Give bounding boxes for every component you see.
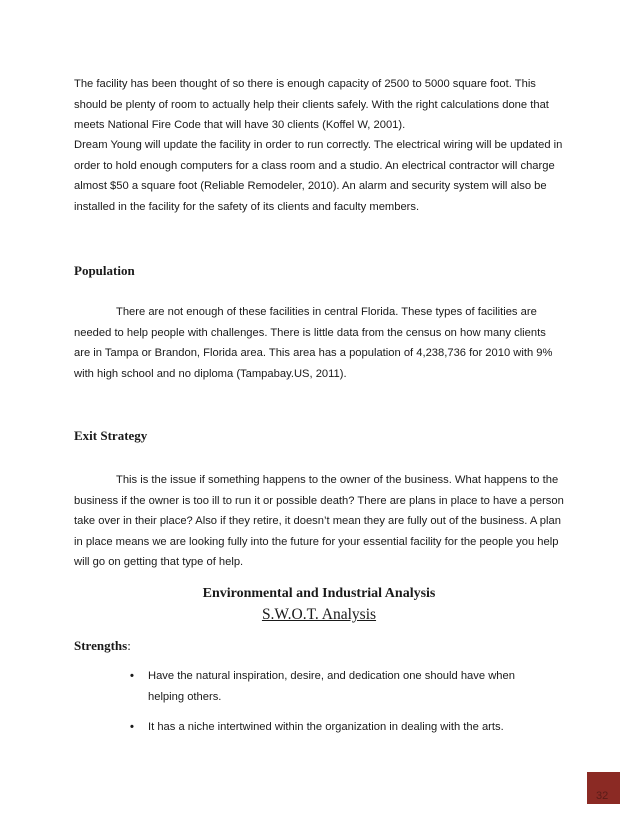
strengths-heading [74, 638, 131, 654]
analysis-title: Environmental and Industrial Analysis [202, 586, 436, 601]
strengths-label: Strengths [74, 638, 128, 653]
list-item-text: It has a niche intertwined within the organization in dealing with the arts. [148, 721, 504, 733]
list-item [130, 666, 550, 707]
list-item [130, 717, 550, 738]
strengths-colon: : [127, 638, 131, 653]
bullet-icon: • [130, 721, 134, 733]
bullet-icon: • [130, 670, 134, 682]
exit-strategy-heading: Exit Strategy [74, 428, 148, 443]
population-heading: Population [74, 263, 135, 278]
list-item-text: Have the natural inspiration, desire, and dedication one should have when helping others. [148, 670, 515, 703]
strengths-list [130, 666, 550, 748]
update-paragraph: Dream Young will update the facility in order to run correctly. The electrical wiring will be updated in order to hold enough computers for a class room and a studio. An electrical contractor will charge almost $50 a square foot (Reliable Remodeler, 2010). An alarm and security system will also be installed in the facility for the safety of its clients and faculty members. [74, 139, 563, 213]
population-paragraph: There are not enough of these facilities in central Florida. These types of facilities are needed to help people with challenges. There is little data from the census on how many clients are in Tampa or Brandon, Florida area. This area has a population of 4,238,736 for 2010 with 9% with high school and no diploma (Tampabay.US, 2011). [74, 306, 553, 380]
page-number: 32 [596, 790, 609, 802]
swot-subtitle: S.W.O.T. Analysis [261, 606, 377, 623]
facility-paragraph: The facility has been thought of so there is enough capacity of 2500 to 5000 square foot. This should be plenty of room to actually help their clients safely. With the right calculations done that meets National Fire Code that will have 30 clients (Koffel W, 2001). [74, 78, 549, 131]
exit-strategy-paragraph: This is the issue if something happens to the owner of the business. What happens to the business if the owner is too ill to run it or possible death? There are plans in place to have a person take over in their place? Also if they retire, it doesn’t mean they are fully out of the business. A plan in place means we are looking fully into the future for your essential facility for the people you help will go on getting that type of help. [74, 474, 564, 568]
